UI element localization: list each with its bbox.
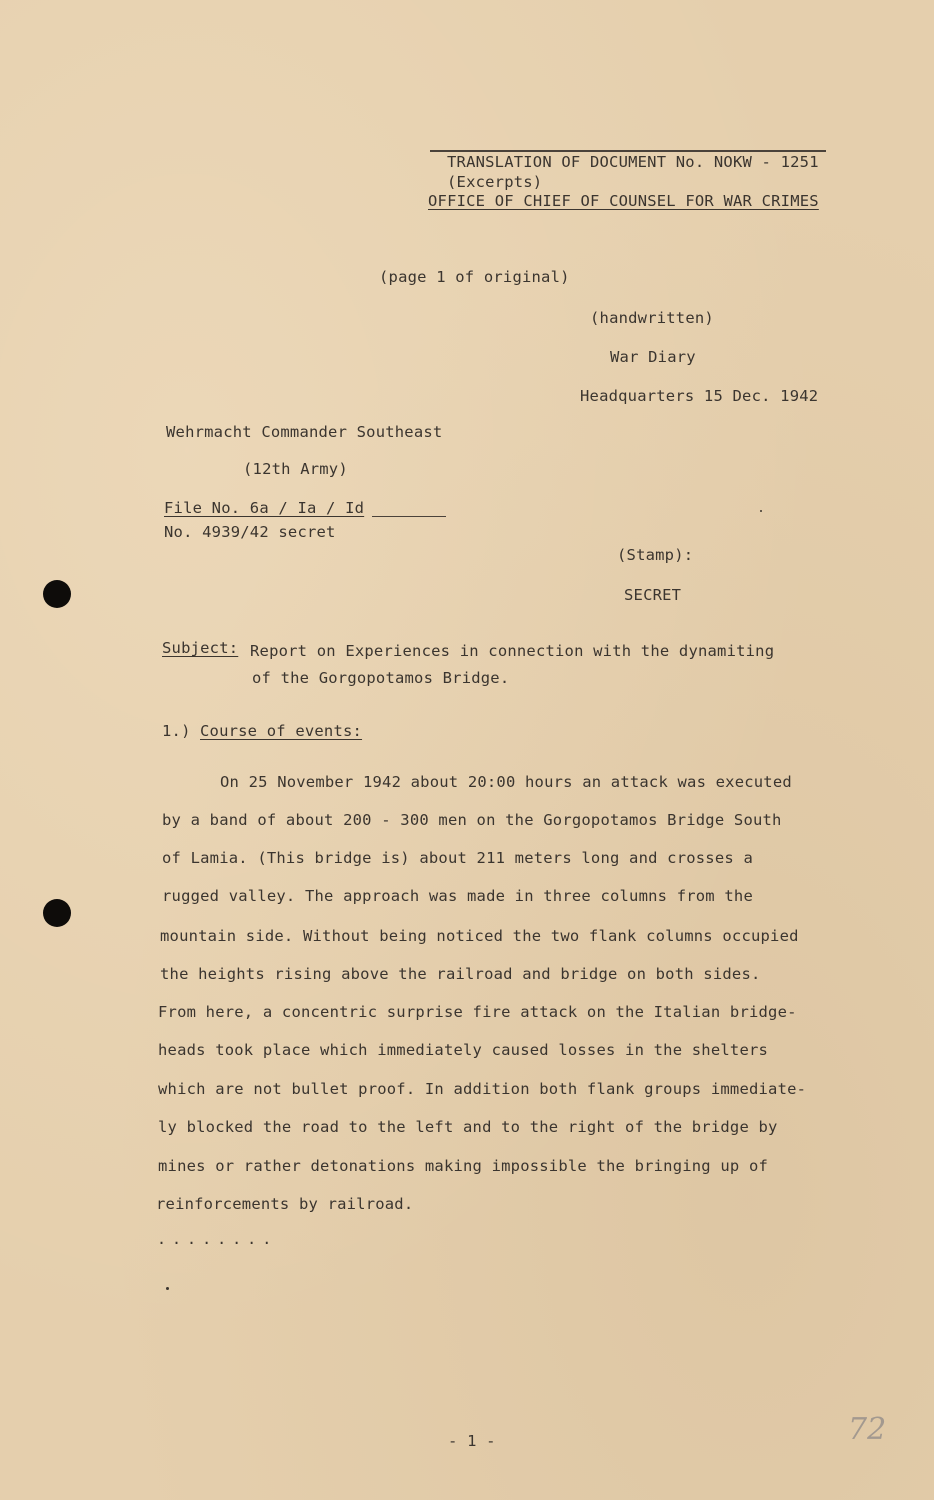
body-line-10: ly blocked the road to the left and to the right of the bridge by [158,1118,778,1136]
ink-speck [760,510,762,512]
war-diary-label: War Diary [610,348,696,366]
punch-hole-upper [43,580,71,608]
headquarters-date: Headquarters 15 Dec. 1942 [580,387,819,405]
body-line-4: rugged valley. The approach was made in three columns from the [162,887,753,905]
body-line-5: mountain side. Without being noticed the two flank columns occupied [160,927,799,945]
body-line-1: On 25 November 1942 about 20:00 hours an attack was executed [220,773,792,791]
subject-line-2: of the Gorgopotamos Bridge. [252,669,510,687]
office-title: OFFICE OF CHIEF OF COUNSEL FOR WAR CRIMES [428,192,819,210]
body-line-12: reinforcements by railroad. [156,1195,414,1213]
body-line-2: by a band of about 200 - 300 men on the Gorgopotamos Bridge South [162,811,782,829]
body-line-7: From here, a concentric surprise fire attack on the Italian bridge- [158,1003,797,1021]
excerpts-label: (Excerpts) [447,173,543,191]
subject-label: Subject: [162,639,239,657]
pencil-annotation: 72 [848,1412,887,1447]
file-number-rule [372,516,446,517]
page-number: - 1 - [448,1432,496,1450]
file-number: File No. 6a / Ia / Id [164,499,365,517]
body-line-9: which are not bullet proof. In addition both flank groups immediate- [158,1080,807,1098]
sender-name: Wehrmacht Commander Southeast [166,423,443,441]
stamp-label: (Stamp): [617,546,694,564]
subject-line-1: Report on Experiences in connection with the dynamiting [250,642,775,660]
header-top-rule [430,150,826,152]
body-line-3: of Lamia. (This bridge is) about 211 meters long and crosses a [162,849,753,867]
page-note: (page 1 of original) [379,268,570,286]
document-number: No. 4939/42 secret [164,523,336,541]
body-line-11: mines or rather detonations making impossible the bringing up of [158,1157,769,1175]
body-line-8: heads took place which immediately caused losses in the shelters [158,1041,769,1059]
section-title: Course of events: [200,722,363,740]
punch-hole-lower [43,899,71,927]
sender-army: (12th Army) [243,460,348,478]
handwritten-note: (handwritten) [590,309,714,327]
omission-ellipsis: ........ [157,1230,278,1248]
stamp-secret: SECRET [624,586,682,604]
body-line-6: the heights rising above the railroad and bridge on both sides. [160,965,761,983]
section-number: 1.) [162,722,191,740]
translation-title: TRANSLATION OF DOCUMENT No. NOKW - 1251 [447,153,819,171]
ink-speck [166,1287,169,1290]
